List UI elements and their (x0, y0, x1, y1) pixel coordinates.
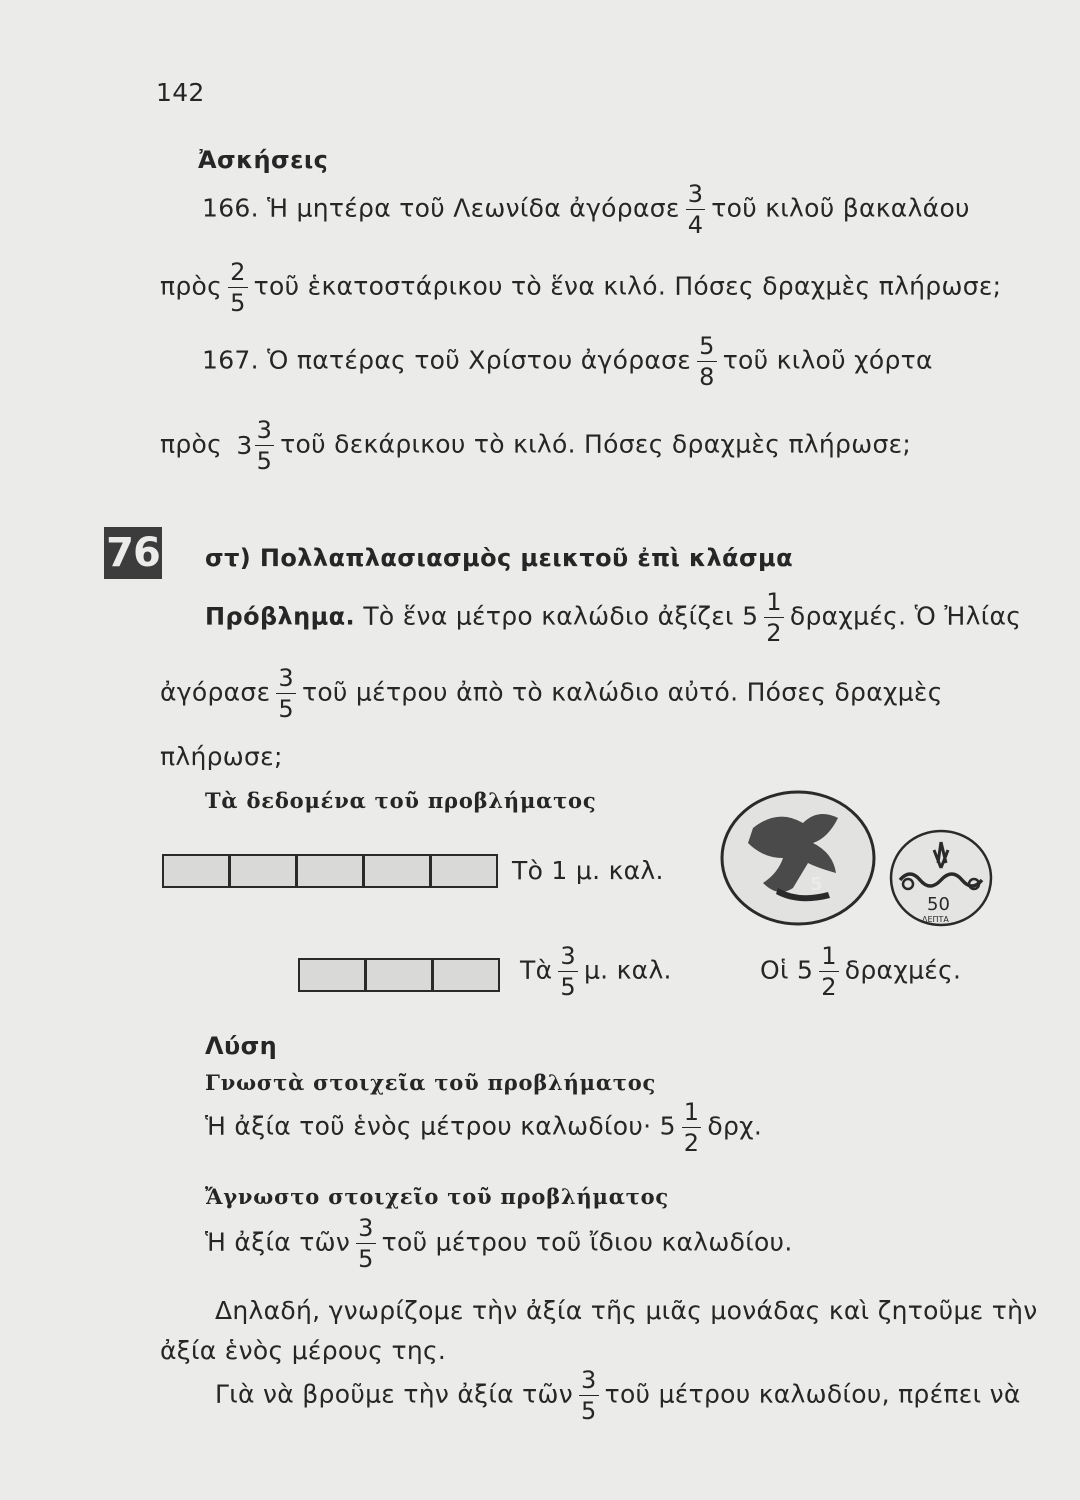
explanation-line3: Γιὰ νὰ βροῦμε τὴν ἀξία τῶν $\frac{3}{5}$ τοῦ μέτρου καλωδίου, πρέπει νὰ (215, 1366, 1021, 1425)
fraction-1-2: $\frac{1}{2}$ (821, 942, 837, 1001)
bar-segment (298, 856, 365, 886)
exercise-166-line2: πρὸς $\frac{2}{5}$ τοῦ ἑκατοστάρικου τὸ ἕνα κιλό. Πόσες δραχμὲς πλήρωσε; (160, 258, 1002, 317)
svg-text:5: 5 (810, 874, 823, 895)
exercises-heading: Ἀσκήσεις (198, 146, 329, 174)
coin-value-text: 50 (927, 894, 950, 915)
problem-line1: Πρόβλημα. Τὸ ἕνα μέτρο καλώδιο ἀξίζει 5 $\frac{1}{2}$ δραχμές. Ὁ Ἠλίας (205, 588, 1022, 647)
problem-label: Πρόβλημα. (205, 602, 356, 631)
fraction-2-5: $\frac{2}{5}$ (230, 258, 246, 317)
mixed-whole-part: 3 (236, 431, 253, 460)
bar-segment (434, 960, 498, 990)
fraction-3-5: $\frac{3}{5}$ (278, 664, 294, 723)
exercise-166-line1: 166. Ἡ μητέρα τοῦ Λεωνίδα ἀγόρασε $\frac{3}{4}$ τοῦ κιλοῦ βακαλάου (202, 180, 970, 239)
bar-segment (367, 960, 434, 990)
known-value-line: Ἡ ἀξία τοῦ ἑνὸς μέτρου καλωδίου· 5 $\frac{1}{2}$ δρχ. (205, 1098, 763, 1157)
fraction-3-5: $\frac{3}{5}$ (256, 416, 273, 475)
bar-segment (164, 856, 231, 886)
bar-segment (432, 856, 496, 886)
unknown-heading: Ἄγνωστο στοιχεῖο τοῦ προβλήματος (205, 1184, 670, 1209)
coins-label: Οἱ 5 $\frac{1}{2}$ δραχμές. (760, 942, 962, 1001)
page-number: 142 (156, 78, 205, 107)
explanation-line1: Δηλαδή, γνωρίζομε τὴν ἀξία τῆς μιᾶς μονάδας καὶ ζητοῦμε τὴν (215, 1296, 1038, 1325)
fraction-3-5: $\frac{3}{5}$ (560, 942, 576, 1001)
section-title: στ) Πολλαπλασιασμὸς μεικτοῦ ἐπὶ κλάσμα (205, 544, 793, 572)
bar1-label: Τὸ 1 μ. καλ. (512, 856, 664, 885)
bar-segment (365, 856, 432, 886)
bar-segment (300, 960, 367, 990)
section-number-badge: 76 (104, 527, 162, 579)
fraction-3-4: $\frac{3}{4}$ (687, 180, 704, 239)
problem-line2: ἀγόρασε $\frac{3}{5}$ τοῦ μέτρου ἀπὸ τὸ καλώδιο αὐτό. Πόσες δραχμὲς (160, 664, 943, 723)
bar-three-fifths (298, 958, 500, 992)
solution-heading: Λύση (205, 1032, 278, 1060)
fraction-1-2: $\frac{1}{2}$ (683, 1098, 700, 1157)
fraction-5-8: $\frac{5}{8}$ (699, 332, 715, 391)
exercise-167-line2: πρὸς 3 $\frac{3}{5}$ τοῦ δεκάρικου τὸ κιλό. Πόσες δραχμὲς πλήρωσε; (160, 416, 912, 475)
drachma-coin-icon (718, 788, 878, 928)
unknown-value-line: Ἡ ἀξία τῶν $\frac{3}{5}$ τοῦ μέτρου τοῦ ἴδιου καλωδίου. (205, 1214, 793, 1273)
explanation-line2: ἀξία ἑνὸς μέρους της. (160, 1336, 447, 1365)
data-heading: Τὰ δεδομένα τοῦ προβλήματος (205, 788, 597, 813)
bar-whole-meter (162, 854, 498, 888)
bar-segment (231, 856, 298, 886)
fifty-lepta-coin-icon (888, 828, 994, 928)
coin-unit-text: ΛΕΠΤΑ (922, 915, 949, 924)
known-heading: Γνωστὰ στοιχεῖα τοῦ προβλήματος (205, 1070, 657, 1095)
fraction-1-2: $\frac{1}{2}$ (766, 588, 782, 647)
fraction-3-5: $\frac{3}{5}$ (581, 1366, 597, 1425)
problem-line3: πλήρωσε; (160, 742, 283, 771)
bar2-label: Τὰ $\frac{3}{5}$ μ. καλ. (520, 942, 672, 1001)
exercise-167-line1: 167. Ὁ πατέρας τοῦ Χρίστου ἀγόρασε $\frac{5}{8}$ τοῦ κιλοῦ χόρτα (202, 332, 933, 391)
fraction-3-5: $\frac{3}{5}$ (358, 1214, 374, 1273)
